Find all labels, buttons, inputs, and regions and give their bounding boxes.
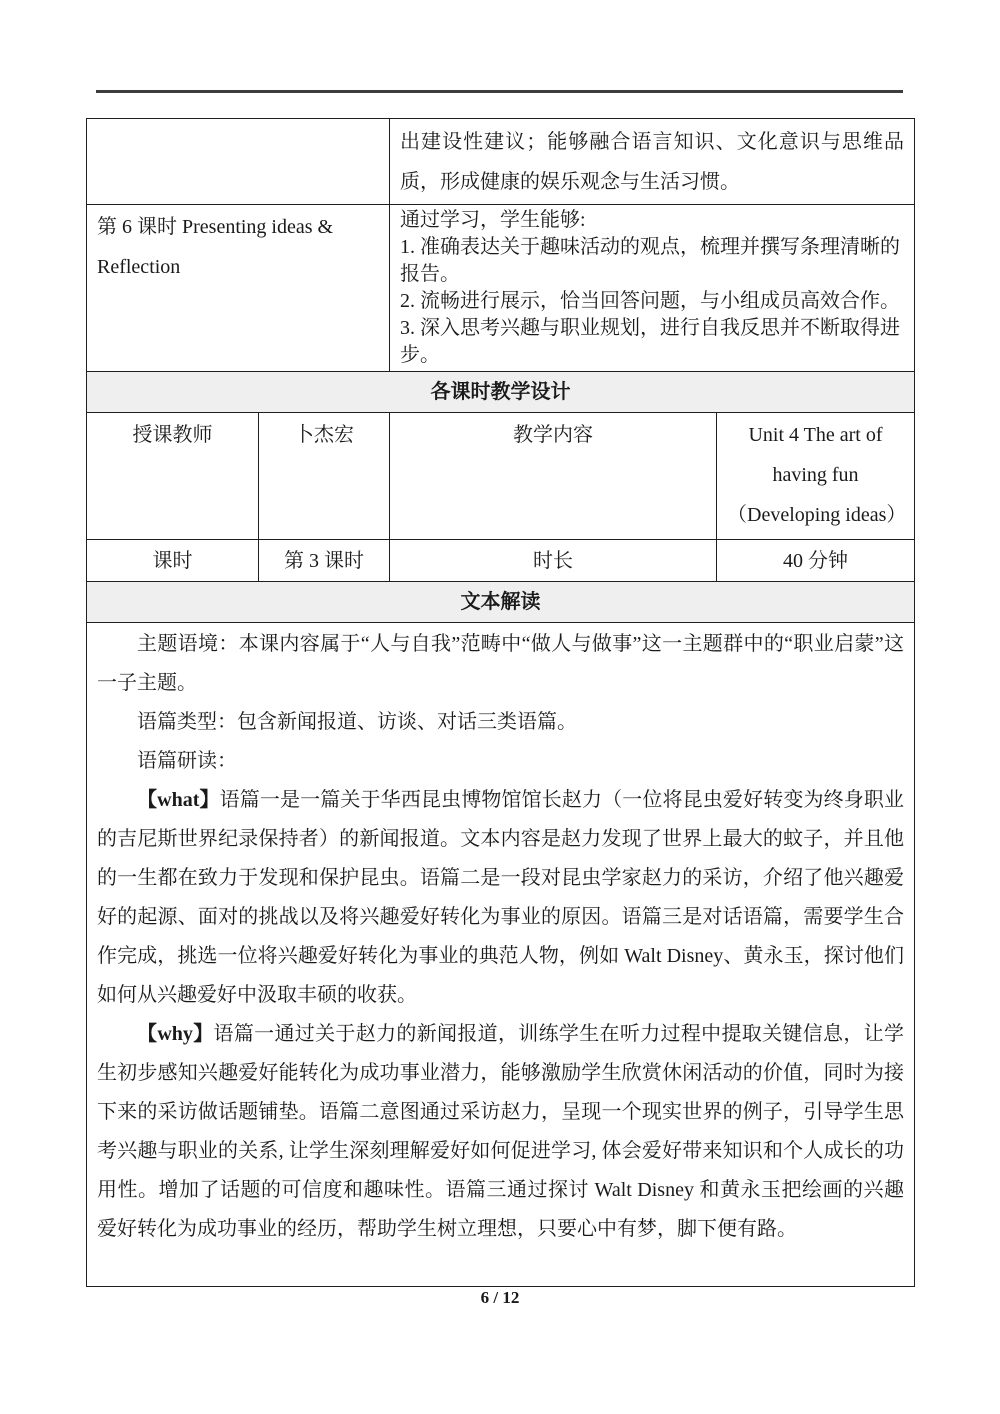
lesson-6-title-cell: 第 6 课时 Presenting ideas & Reflection (87, 205, 390, 372)
why-text: 语篇一通过关于赵力的新闻报道，训练学生在听力过程中提取关键信息，让学生初步感知兴趣爱好能转化为成功事业潜力，能够激励学生欣赏休闲活动的价值，同时为接下来的采访做话题铺垫。语篇二意图通过采访赵力，呈现一个现实世界的例子，引导学生思考兴趣与职业的关系, 让学生深刻理解爱好如何促进学习, 体会爱好带来知识和个人成长的功用性。增加了话题的可信度和趣味性。语篇三通过探讨 Walt Disney 和黄永玉把绘画的兴趣爱好转化为成功事业的经历，帮助学生树立理想，只要心中有梦，脚下便有路。 (97, 1023, 905, 1240)
content-label-cell: 教学内容 (390, 413, 717, 540)
empty-lesson-cell (87, 119, 390, 205)
teacher-name-cell: 卜杰宏 (259, 413, 390, 540)
page-number: 6 / 12 (480, 1288, 520, 1307)
content-value-cell: Unit 4 The art of having fun（Developing ideas） (717, 413, 915, 540)
objective-item-3: 3. 深入思考兴趣与职业规划，进行自我反思并不断取得进步。 (400, 317, 900, 366)
table-row-lesson-6 (87, 205, 915, 372)
table-row-analysis-body (87, 623, 915, 1287)
period-value-cell: 第 3 课时 (259, 540, 390, 582)
paragraph-why (97, 1015, 904, 1249)
section-header-text-analysis: 文本解读 (87, 582, 915, 623)
what-tag: 【what】 (137, 789, 220, 811)
duration-label-cell: 时长 (390, 540, 717, 582)
teacher-label-cell: 授课教师 (87, 413, 259, 540)
paragraph-what (97, 781, 904, 1015)
duration-value-cell: 40 分钟 (717, 540, 915, 582)
table-row-period-info (87, 540, 915, 582)
why-tag: 【why】 (137, 1023, 214, 1045)
section-header-teaching-design: 各课时教学设计 (87, 372, 915, 413)
lesson-plan-table (86, 118, 915, 1287)
objective-item-2: 2. 流畅进行展示，恰当回答问题，与小组成员高效合作。 (400, 290, 900, 312)
objectives-intro: 通过学习，学生能够: (400, 209, 586, 231)
table-row-section-header (87, 372, 915, 413)
lesson-6-objectives-cell (390, 205, 915, 372)
table-row-teacher-info (87, 413, 915, 540)
text-analysis-cell (87, 623, 915, 1287)
table-row-objectives-continued (87, 119, 915, 205)
table-row-text-header (87, 582, 915, 623)
period-label-cell: 课时 (87, 540, 259, 582)
page-header-rule (96, 90, 903, 93)
paragraph-text-types: 语篇类型：包含新闻报道、访谈、对话三类语篇。 (137, 711, 577, 733)
objectives-continued-cell: 出建设性建议；能够融合语言知识、文化意识与思维品质，形成健康的娱乐观念与生活习惯。 (390, 119, 915, 205)
paragraph-text-study-label: 语篇研读： (137, 750, 237, 772)
what-text: 语篇一是一篇关于华西昆虫博物馆馆长赵力（一位将昆虫爱好转变为终身职业的吉尼斯世界纪录保持者）的新闻报道。文本内容是赵力发现了世界上最大的蚊子，并且他的一生都在致力于发现和保护昆虫。语篇二是一段对昆虫学家赵力的采访，介绍了他兴趣爱好的起源、面对的挑战以及将兴趣爱好转化为事业的原因。语篇三是对话语篇，需要学生合作完成，挑选一位将兴趣爱好转化为事业的典范人物，例如 Walt Disney、黄永玉，探讨他们如何从兴趣爱好中汲取丰硕的收获。 (97, 789, 904, 1006)
paragraph-theme-context: 主题语境：本课内容属于“人与自我”范畴中“做人与做事”这一主题群中的“职业启蒙”这一子主题。 (97, 633, 904, 694)
objective-item-1: 1. 准确表达关于趣味活动的观点，梳理并撰写条理清晰的报告。 (400, 236, 900, 285)
